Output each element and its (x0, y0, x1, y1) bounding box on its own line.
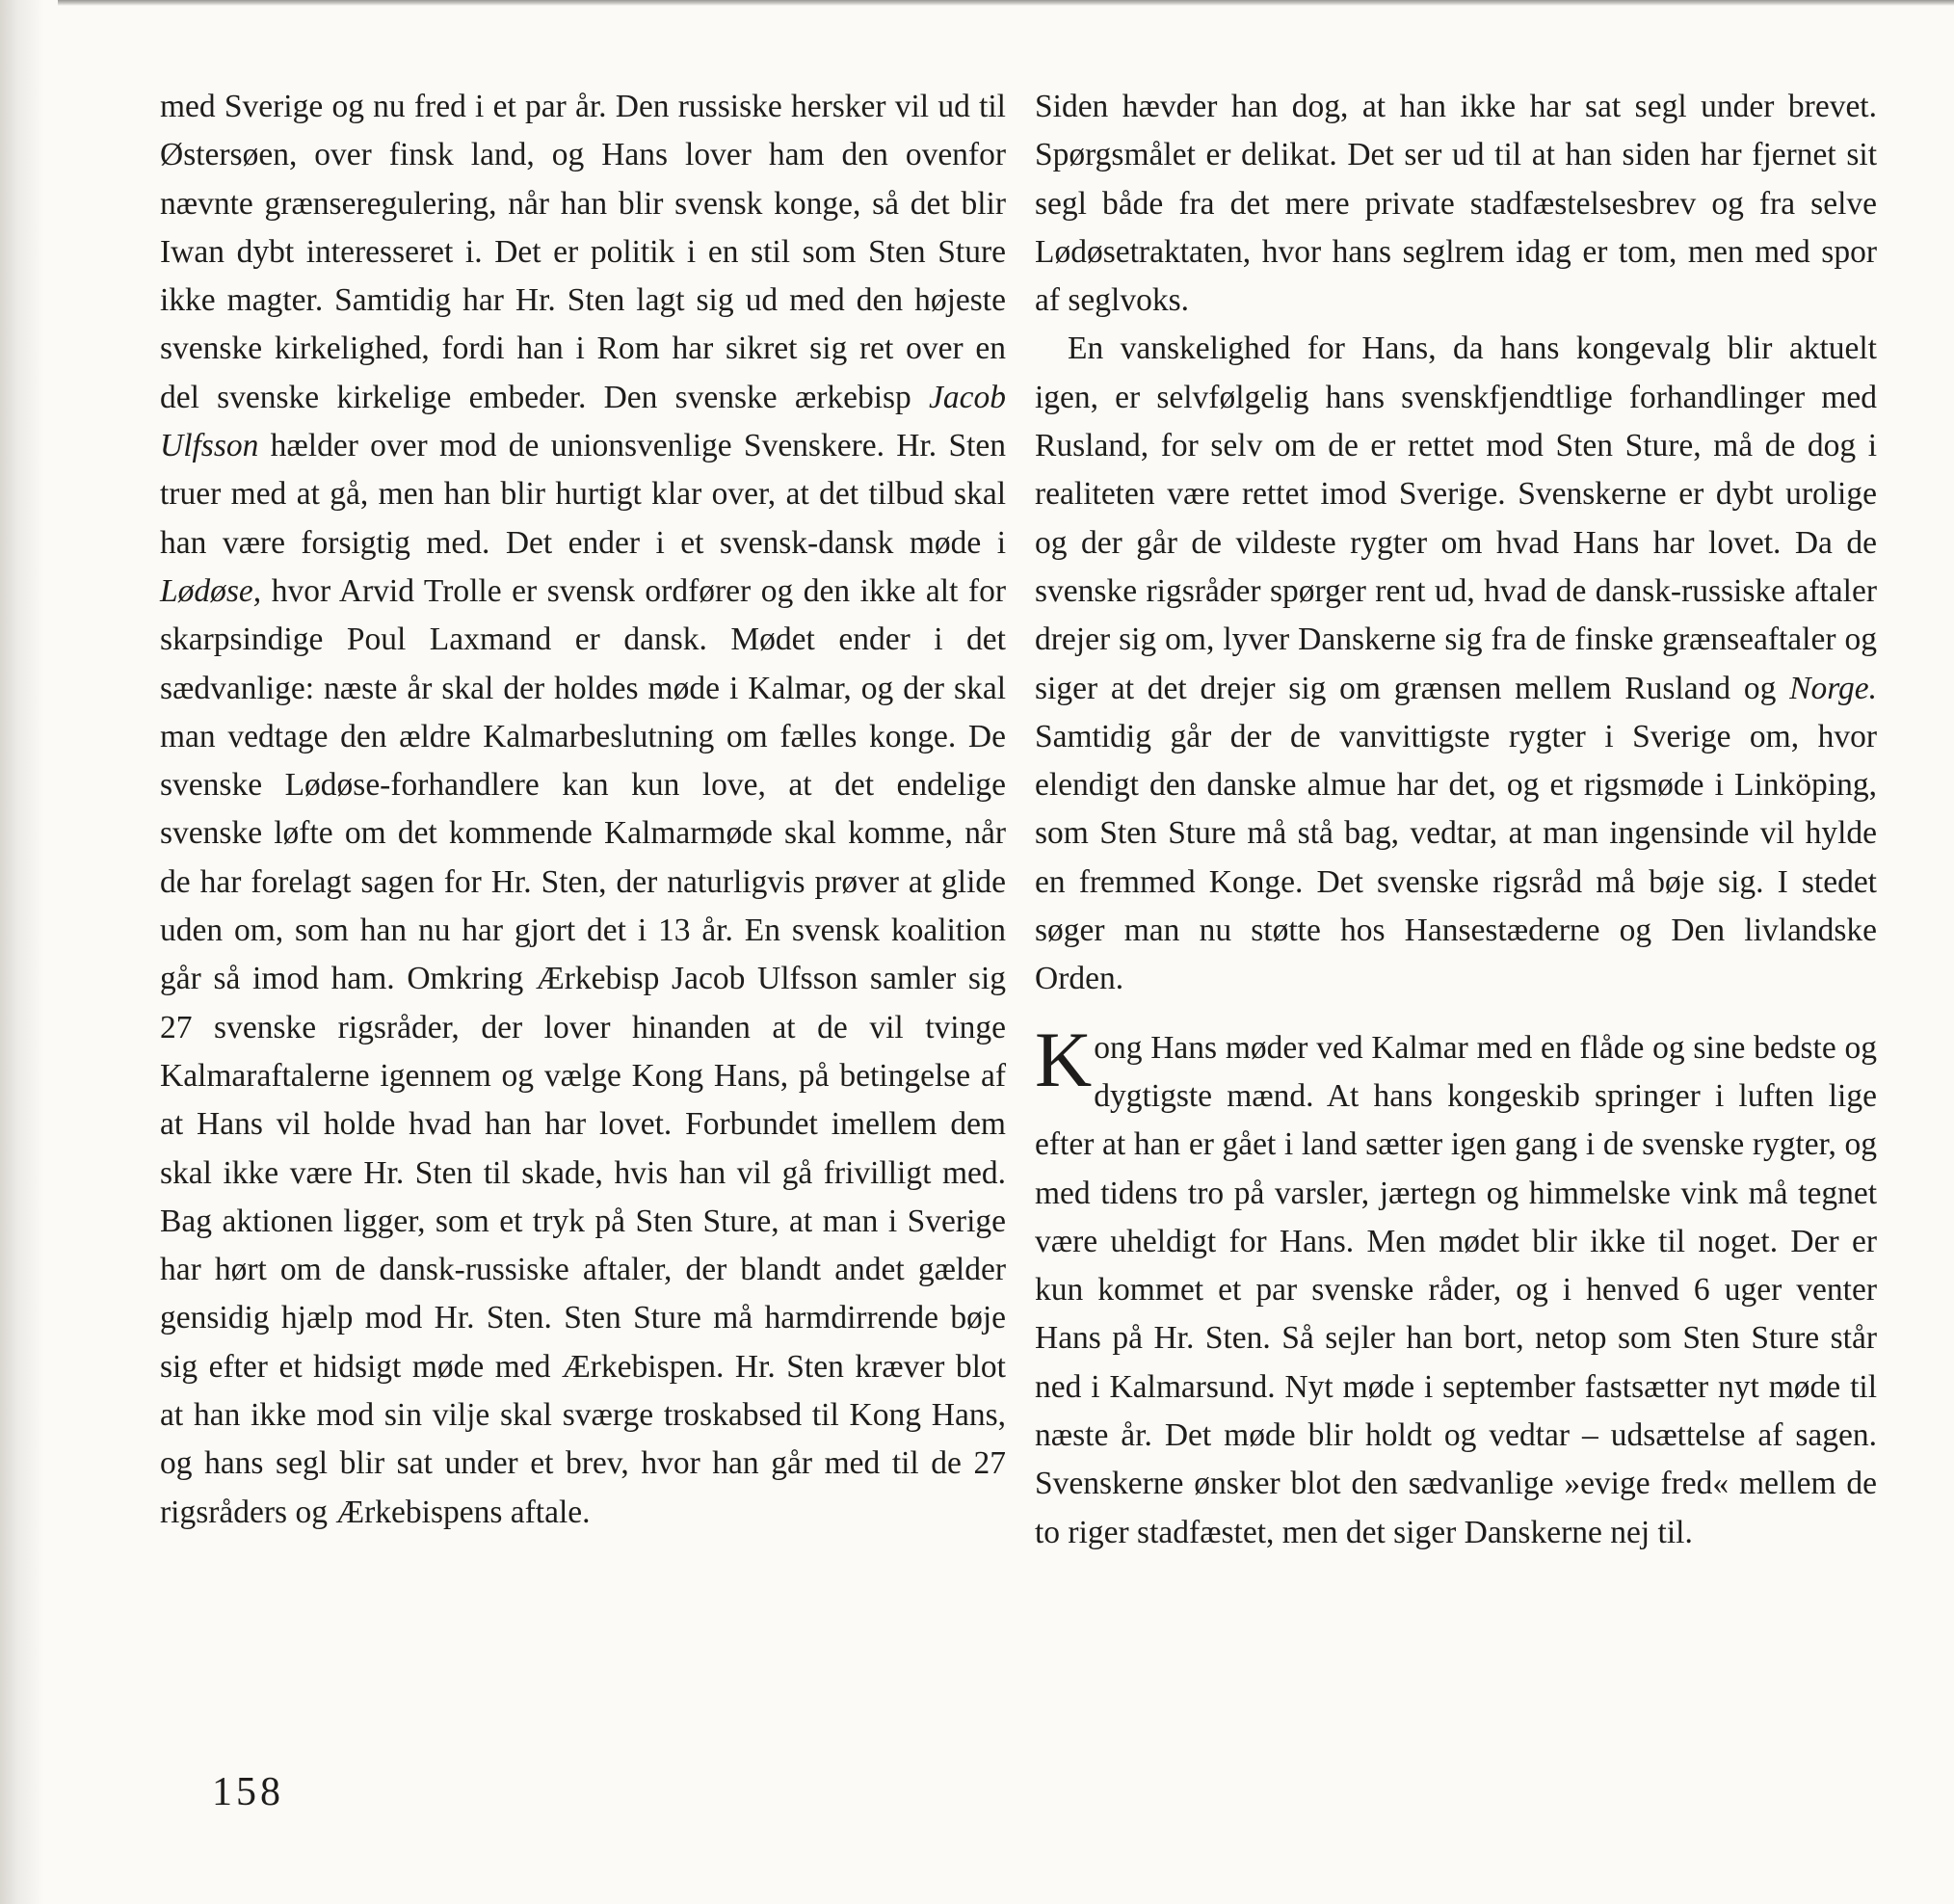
section-paragraph (1035, 1015, 1877, 1557)
paragraph: Siden hævder han dog, at han ikke har sat segl under brevet. Spørgsmålet er delikat. Det ser ud til at han siden har fjernet sit segl både fra det mere private stadfæstelsesbrev og fra selve Lødøsetraktaten, hvor hans seglrem idag er tom, men med spor af seglvoks. (1035, 89, 1877, 319)
text-run: hvor Arvid Trolle er svensk ordfører og den ikke alt for skarpsindige Poul Laxmand er dansk. Mødet ender i det sædvanlige: næste år skal der holdes møde i Kalmar, og der skal man vedtage den ældre Kalmarbeslutning om fælles konge. De svenske Lødøse-forhandlere kan kun love, at det endelige svenske løfte om det kommende Kalmarmøde skal komme, når de har forelagt sagen for Hr. Sten, der naturligvis prøver at glide uden om, som han nu har gjort det i 13 år. En svensk koalition går så imod ham. Omkring Ærkebisp Jacob Ulfsson samler sig 27 svenske rigsråder, der lover hinanden at de vil tvinge Kalmaraftalerne igennem og vælge Kong Hans, på betingelse af at Hans vil holde hvad han har lovet. Forbundet imellem dem skal ikke være Hr. Sten til skade, hvis han vil gå frivilligt med. Bag aktionen ligger, som et tryk på Sten Sture, at man i Sverige har hørt om de dansk-russiske aftaler, der blandt andet gælder gensidig hjælp mod Hr. Sten. Sten Sture må harmdirrende bøje sig efter et hidsigt møde med Ærkebispen. Hr. Sten kræver blot at han ikke mod sin vilje skal sværge troskabsed til Kong Hans, og hans segl blir sat under et brev, hvor han går med til de 27 rigsråders og Ærkebispens aftale. (160, 572, 1006, 1530)
text-run: med Sverige og nu fred i et par år. Den russiske hersker vil ud til Østersøen, over finsk land, og Hans lover ham den ovenfor nævnte grænseregulering, når han blir svensk konge, så det blir Iwan dybt interesseret i. Det er politik i en stil som Sten Sture ikke magter. Samtidig har Hr. Sten lagt sig ud med den højeste svenske kirkelighed, fordi han i Rom har sikret sig ret over en del svenske kirkelige embeder. Den svenske ærkebisp (160, 89, 1006, 415)
text-run: hælder over mod de unionsvenlige Svenskere. Hr. Sten truer med at gå, men han blir hurtigt klar over, at det tilbud skal han være forsigtig med. Det ender i et svensk-dansk møde i (160, 428, 1006, 561)
paragraph (160, 83, 1006, 1537)
text-run: En vanskelighed for Hans, da hans kongevalg blir aktuelt igen, er selvfølgelig hans svenskfjendtlige forhandlinger med Rusland, for selv om de er rettet mod Sten Sture, må de dog i realiteten være rettet imod Sverige. Svenskerne er dybt urolige og der går de vildeste rygter om hvad Hans har lovet. Da de svenske rigsråder spørger rent ud, hvad de dansk-russiske aftaler drejer sig om, lyver Danskerne sig fra de finske grænseaftaler og siger at det drejer sig om grænsen mellem Rusland og (1035, 331, 1877, 706)
page-number: 158 (212, 1770, 284, 1814)
right-text-column (1035, 83, 1877, 1557)
text-run: Samtidig går der de vanvittigste rygter i Sverige om, hvor elendigt den danske almue har det, og et rigsmøde i Linköping, som Sten Sture må stå bag, vedtar, at man ingensinde vil hylde en fremmed Konge. Det svenske rigsråd må bøje sig. I stedet søger man nu støtte hos Hansestæderne og Den livlandske Orden. (1035, 718, 1877, 997)
text-run: ong Hans møder ved Kalmar med en flåde og sine bedste og dygtigste mænd. At hans kongeskib springer i luften lige efter at han er gået i land sætter igen gang i de svenske rygter, og med tidens tro på varsler, jærtegn og himmelske vink må tegnet være uheldigt for Hans. Men mødet blir ikke til noget. Der er kun kommet et par svenske råder, og i henved 6 uger venter Hans på Hr. Sten. Så sejler han bort, netop som Sten Sture står ned i Kalmarsund. Nyt møde i september fastsætter nyt møde til næste år. Det møde blir holdt og vedtar – udsættelse af sagen. Svenskerne ønsker blot den sædvanlige »evige fred« mellem de to riger stadfæstet, men det siger Danskerne nej til. (1035, 1029, 1877, 1550)
drop-cap: K (1035, 1015, 1093, 1103)
left-text-column (160, 83, 1006, 1537)
paragraph (1035, 325, 1877, 1003)
binding-gutter-shadow (0, 0, 44, 1904)
italic-name: Jacob Ulfsson (160, 379, 1006, 464)
page-top-edge (58, 0, 1954, 6)
italic-place: Norge. (1789, 670, 1877, 706)
italic-place: Lødøse, (160, 572, 262, 609)
